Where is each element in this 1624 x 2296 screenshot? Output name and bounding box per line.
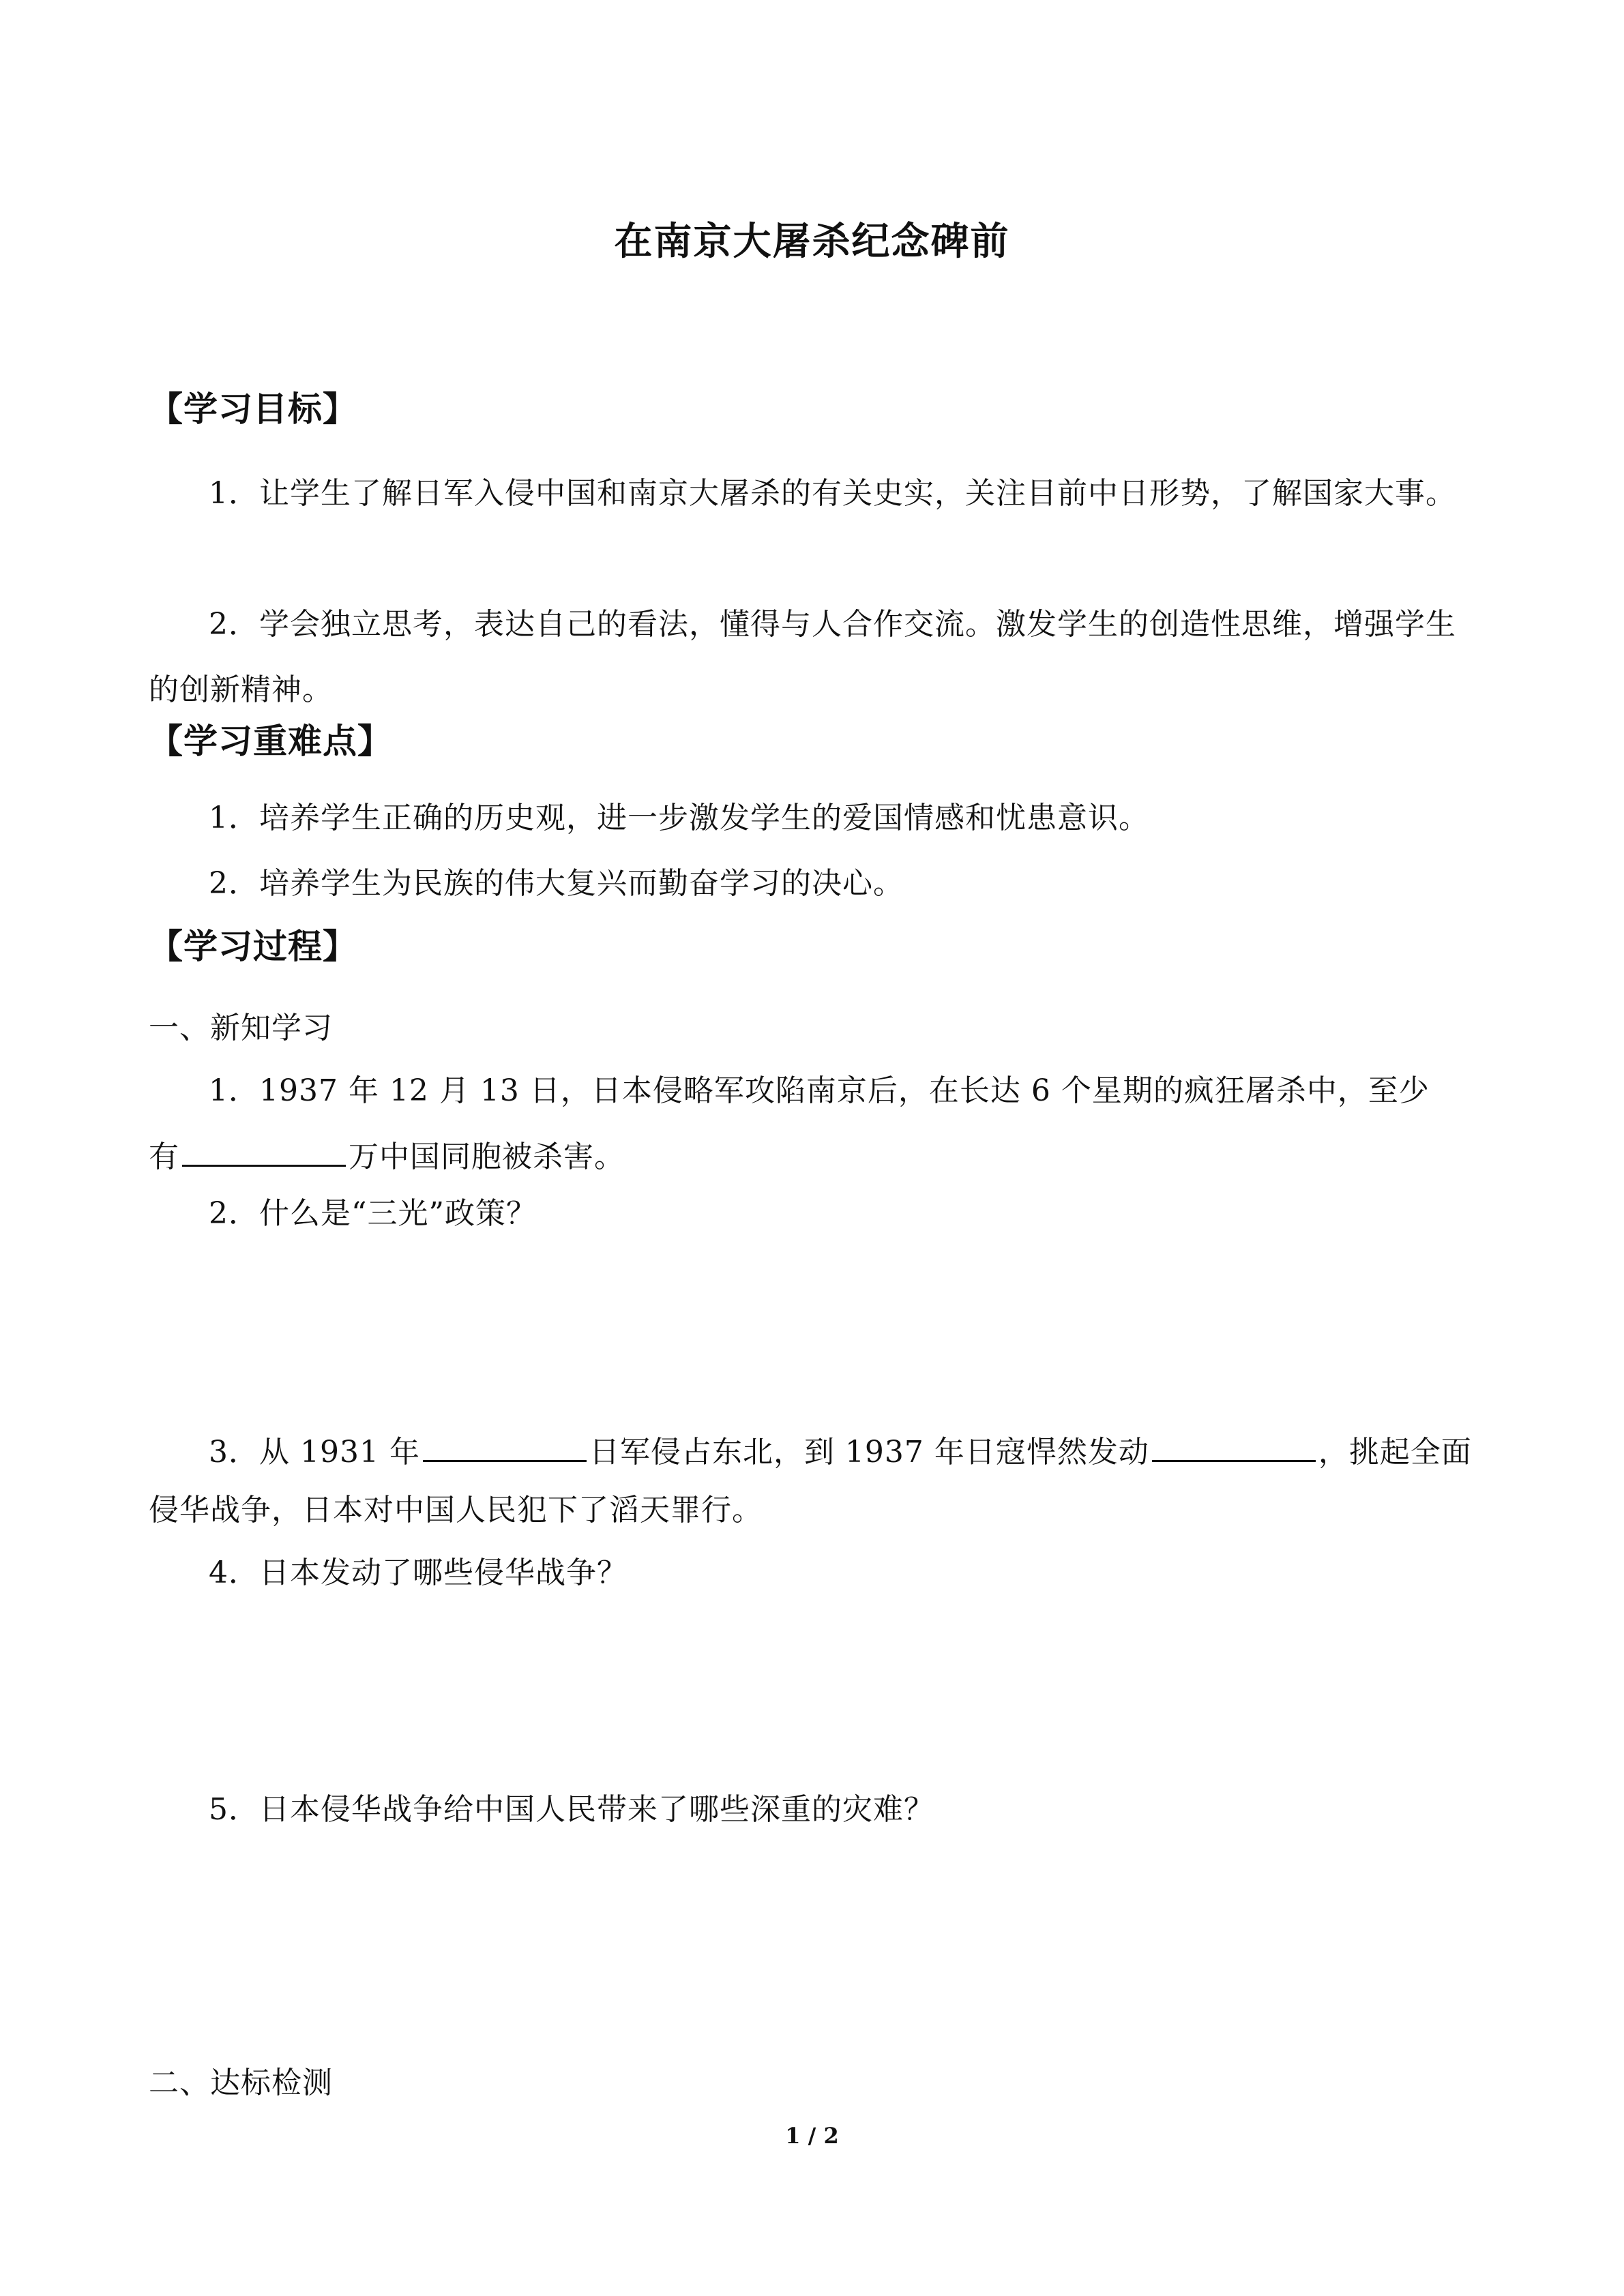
goals-paragraph-1: 1．让学生了解日军入侵中国和南京大屠杀的有关史实，关注目前中日形势，了解国家大事。 (209, 476, 1456, 511)
question-1-line-2 (149, 1133, 1475, 1178)
key-points-item-1: 1．培养学生正确的历史观，进一步激发学生的爱国情感和忧患意识。 (209, 801, 1149, 835)
fill-in-blank-2[interactable] (423, 1429, 587, 1462)
fill-in-blank-1[interactable] (182, 1133, 346, 1167)
subheading-assessment: 二、达标检测 (149, 2066, 333, 2100)
section-heading-key-points: 【学习重难点】 (149, 721, 392, 761)
question-1-prefix: 有 (149, 1139, 179, 1174)
question-3-line-2: 侵华战争，日本对中国人民犯下了滔天罪行。 (149, 1493, 763, 1527)
question-4: 4．日本发动了哪些侵华战争？ (209, 1555, 628, 1590)
question-3-part-a: 3．从 1931 年 (209, 1435, 420, 1470)
page-title: 在南京大屠杀纪念碑前 (614, 219, 1010, 264)
question-3-part-c: ，挑起全面 (1318, 1435, 1472, 1470)
question-5: 5．日本侵华战争给中国人民带来了哪些深重的灾难？ (209, 1792, 934, 1827)
fill-in-blank-3[interactable] (1152, 1429, 1316, 1462)
question-3-part-b: 日军侵占东北，到 1937 年日寇悍然发动 (589, 1435, 1149, 1470)
subheading-new-learning: 一、新知学习 (149, 1011, 333, 1045)
section-heading-process: 【学习过程】 (149, 926, 357, 966)
question-3-line-1 (209, 1429, 1535, 1473)
goals-paragraph-2: 2．学会独立思考，表达自己的看法，懂得与人合作交流。激发学生的创造性思维，增强学生的创新精神。 (149, 607, 1456, 707)
section-heading-goals: 【学习目标】 (149, 389, 357, 429)
question-2: 2．什么是“三光”政策？ (209, 1196, 537, 1231)
question-1-line-1: 1．1937 年 12 月 13 日，日本侵略军攻陷南京后，在长达 6 个星期的疯狂屠杀中，至少 (209, 1073, 1430, 1108)
key-points-item-2: 2．培养学生为民族的伟大复兴而勤奋学习的决心。 (209, 866, 904, 901)
page-number: 1 / 2 (785, 2123, 839, 2149)
question-1-suffix: 万中国同胞被杀害。 (349, 1139, 625, 1174)
